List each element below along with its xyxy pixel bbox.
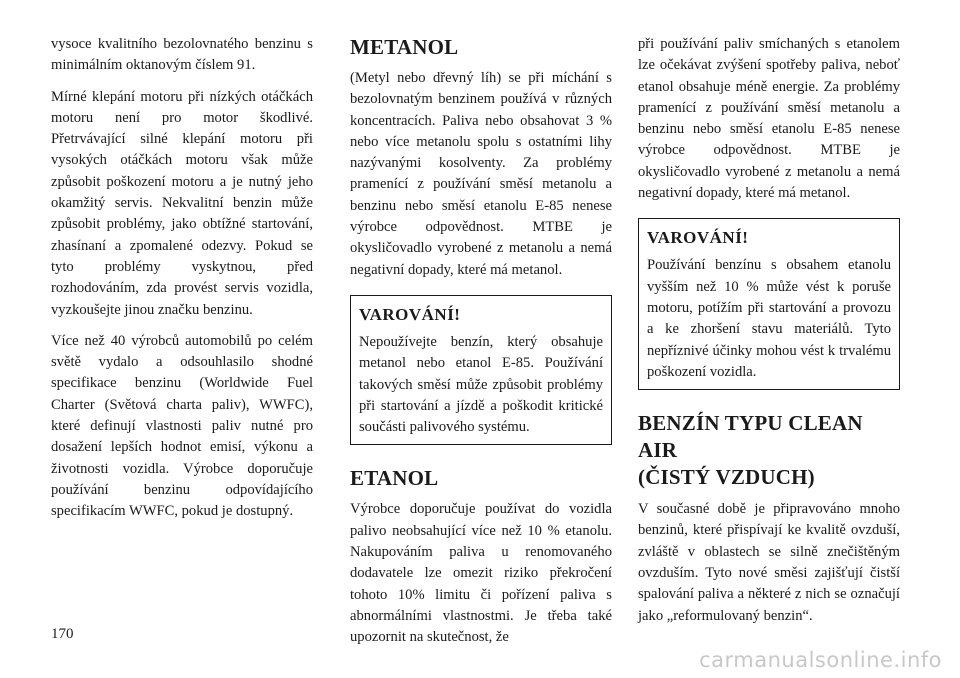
- column-middle: [350, 34, 612, 659]
- warning-title: VAROVÁNÍ!: [359, 304, 461, 324]
- heading-etanol: ETANOL: [350, 466, 439, 491]
- warning-title: VAROVÁNÍ!: [647, 228, 749, 248]
- paragraph-wwfc: Více než 40 výrobců automobilů po celém světě vydalo a odsouhlasilo shodné specifikace benzinu (Worldwide Fuel Charter (Světová charta paliv), WWFC), které definují vlastnosti paliv nutné pro dosažení lepších hodnot emisí, výkonu a životnosti vozidla. Výrobce doporučuje používání benzinu odpovídajícího specifikacím WWFC, pokud je dostupný.: [51, 332, 313, 520]
- paragraph-metanol: (Metyl nebo dřevný líh) se při míchání s bezolovnatým benzinem používá v různých koncentracích. Paliva nebo obsahovat 3 % nebo více metanolu spolu s ostatními lihy nazývanými kosolventy. Za problémy pramenící z používání směsí metanolu a benzinu nebo směsí etanolu E-85 nenese výrobce odpovědnost. MTBE je okysličovadlo vyrobené z metanolu a nemá negativní dopady, které má metanol.: [350, 70, 612, 278]
- paragraph-engine-knock: Mírné klepání motoru při nízkých otáčkách motoru není pro motor škodlivé. Přetrvávající silné klepání motoru při vysokých otáčkách motoru však může způsobit poškození motoru a je nutný jeho okamžitý servis. Nekvalitní benzin může způsobit problémy, jako obtížné startování, zhasínaní a zpomalené odezvy. Pokud se tyto problémy vyskytnou, před rozhodováním, zda provést servis vozidla, vyzkoušejte jinou značku benzinu.: [51, 88, 313, 318]
- paragraph-clean-air: V současné době je připravováno mnoho benzinů, které přispívají ke kvalitě ovzduší, zvláště v oblastech se silně znečištěným ovzduším. Tyto nové směsi zajišťují čistší spalování paliva a některé z nich se označují jako „reformulovaný benzin“.: [638, 501, 900, 624]
- heading-clean-air-line1: BENZÍN TYPU CLEAN AIR: [638, 411, 863, 463]
- paragraph-etanol: Výrobce doporučuje používat do vozidla palivo neobsahující více než 10 % etanolu. Nakupováním paliva u renomovaného dodavatele lze omezit riziko překročení tohoto 10% limitu či pořízení paliva s abnormálními vlastnostmi. Je třeba také upozornit na skutečnost, že: [350, 501, 612, 646]
- heading-clean-air-line2: (ČISTÝ VZDUCH): [638, 465, 815, 490]
- paragraph-etanol-continued: při používání paliv smíchaných s etanolem lze očekávat zvýšení spotřeby paliva, neboť etanol obsahuje méně energie. Za problémy pramenící z používání směsí metanolu a benzinu nebo směsí etanolu E-85 nenese výrobce odpovědnost. MTBE je okysličovadlo vyrobené z metanolu a nemá negativní dopady, které má metanol.: [638, 36, 900, 202]
- paragraph-fuel-octane: vysoce kvalitního bezolovnatého benzinu s minimálním oktanovým číslem 91.: [51, 36, 313, 74]
- warning-text: Nepoužívejte benzín, který obsahuje metanol nebo etanol E-85. Používání takových směsí může způsobit problémy při startování a jízdě a poškodit kritické součásti palivového systému.: [359, 333, 603, 436]
- page-number: 170: [51, 626, 74, 642]
- column-left: [51, 34, 313, 533]
- heading-clean-air: [638, 410, 900, 491]
- column-right: [638, 34, 900, 637]
- watermark: carmanualsonline.info: [699, 648, 942, 672]
- warning-box-etanol: [638, 218, 900, 390]
- heading-metanol: METANOL: [350, 35, 459, 59]
- warning-box-metanol: [350, 295, 612, 445]
- warning-text: Používání benzínu s obsahem etanolu vyšším než 10 % může vést k poruše motoru, potížím při startování a provozu a ke zhoršení stavu materiálů. Tyto nepříznivé účinky mohou vést k trvalému poškození vozidla.: [647, 257, 891, 380]
